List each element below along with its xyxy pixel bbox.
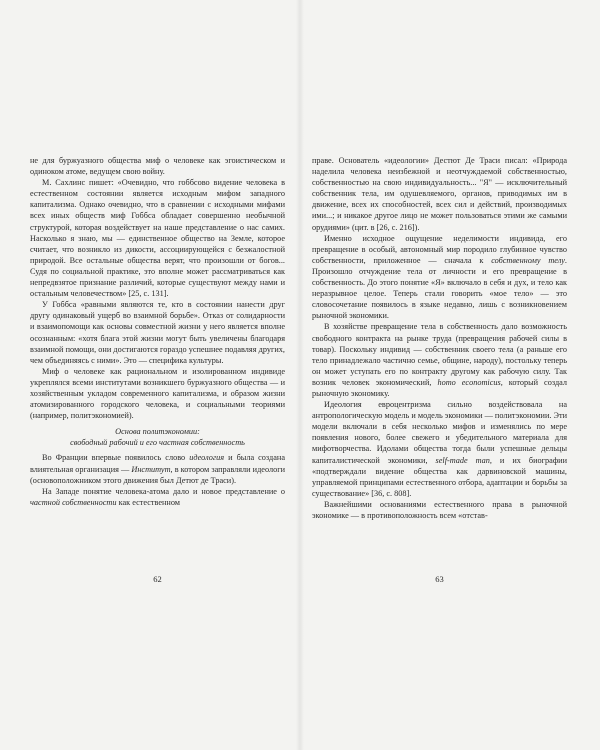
text-span: , и их биографии «подтверждали видение общества как дарвиновской машины, управляемой принципами естественного отбора, адаптации и борьбы за существование» [36, с. 808]. (312, 455, 567, 498)
section-heading-line: Основа политэкономии: (115, 427, 200, 437)
italic-term: частной собственности (30, 497, 117, 507)
italic-term: self-made man (435, 455, 490, 465)
paragraph: М. Сахлинс пишет: «Очевидно, что гоббсово видение человека в естественном состоянии является исходным мифом западного капитализма. Однако очевидно, что в сравнении с исходными мифами всех иных обществ миф Гоббса обладает совершенно необычной структурой, которая воздействует на наше представление о нас самих. Насколько я знаю, мы — единственное общество на Земле, которое считает, что возникло из дикости, ассоциирующейся с безжалостной природой. Все остальные общества верят, что произошли от богов... Судя по социальной практике, это вполне может рассматриваться как непредвзятое признание различий, которые существуют между нами и остальным человечеством» [25, с. 131]. (30, 178, 285, 299)
text-span: как естественном (116, 497, 181, 507)
text-span: , который создал рыночную экономику. (312, 377, 567, 398)
text-span: Во Франции впервые появилось слово (42, 453, 190, 463)
italic-term: собственному телу (491, 255, 565, 265)
section-heading (30, 426, 285, 448)
paragraph: Миф о человеке как рациональном и изолированном индивиде укреплялся всеми институтами возникшего буржуазного общества — и хозяйственным укладом современного капитализма, и образом жизни атомизированного городского человека, и социальными теориями (например, политэкономией). (30, 366, 285, 421)
paragraph: не для буржуазного общества миф о человеке как эгоистическом и одиноком атоме, ведущем свою войну. (30, 156, 285, 177)
paragraph (312, 399, 567, 499)
page-number-left: 62 (153, 574, 162, 584)
book-gutter (296, 0, 304, 750)
paragraph: праве. Основатель «идеологии» Дестют Де Траси писал: «Природа наделила человека неизбежной и неотчуждаемой собственностью, собственностью на свою индивидуальность... "Я" — исключительный собственник тела, им одушевляемого, органов, приводимых им в движение, всех их способностей, всех сил и действий, производимых ими...; и никакое другое лицо не может пользоваться этими же самыми орудиями» (цит. в [26, с. 216]). (312, 156, 567, 232)
text-span: На Западе понятие человека-атома дало и новое представление о (42, 486, 285, 496)
text-span: . Произошло отчуждение тела от личности и его превращение в собственность. До этого понятие «Я» включало в себя и дух, и тело как неразрывное целое. Теперь стали говорить «мое тело» — это словосочетание появилось в языке недавно, лишь с возникновением рыночной экономики. (312, 255, 567, 321)
paragraph (312, 321, 567, 399)
paragraph: У Гоббса «равными являются те, кто в состоянии нанести друг другу одинаковый ущерб во взаимной борьбе». Отказ от солидарности и взаимопомощи как основы совместной жизни у него является вполне осознанным: «хотя блага этой жизни могут быть увеличены благодаря взаимной помощи, они достигаются гораздо успешнее подавляя других, чем объединяясь с ними». Это — специфика культуры. (30, 300, 285, 365)
text-span: Идеология евроцентризма сильно воздействовала на антропологическую модель и модель экономики — политэкономии. Эти модели включали в себя несколько мифов и изменялись по мере появления нового, более свежего и убедительного материала для мифотворчества. Идолами общества тогда были успешные дельцы капиталистической экономики, (312, 400, 567, 465)
italic-term: Институт (131, 464, 171, 474)
text-span: Именно исходное ощущение неделимости индивида, его превращение в особый, автономный мир породило глубинное чувство собственности, приложенное — сначала к (312, 233, 567, 265)
text-span: В хозяйстве превращение тела в собственность дало возможность свободного контракта на рынке труда (превращения рабочей силы в товар). Поскольку индивид — собственник своего тела (а раньше его тело принадлежало частично семье, общине, народу), постольку теперь он может уступать его по контракту другому как рабочую силу. Так возник человек экономический, (312, 322, 567, 387)
italic-term: homo economicus (437, 377, 501, 387)
text-span: , в котором заправляли идеологи (основоположником этого движения был Детют де Траси). (30, 464, 285, 485)
paragraph (312, 233, 567, 322)
left-page (30, 155, 285, 508)
text-span: и была создана влиятельная организация — (30, 453, 285, 474)
paragraph (30, 452, 285, 485)
paragraph: Важнейшими основаниями естественного права в рыночной экономике — в противоположность всем «отстав- (312, 499, 567, 520)
section-heading-line: свободный рабочий и его частная собственность (70, 438, 245, 448)
page-number-right: 63 (435, 574, 444, 584)
right-page (312, 155, 567, 521)
paragraph (30, 486, 285, 508)
italic-term: идеология (189, 453, 225, 463)
